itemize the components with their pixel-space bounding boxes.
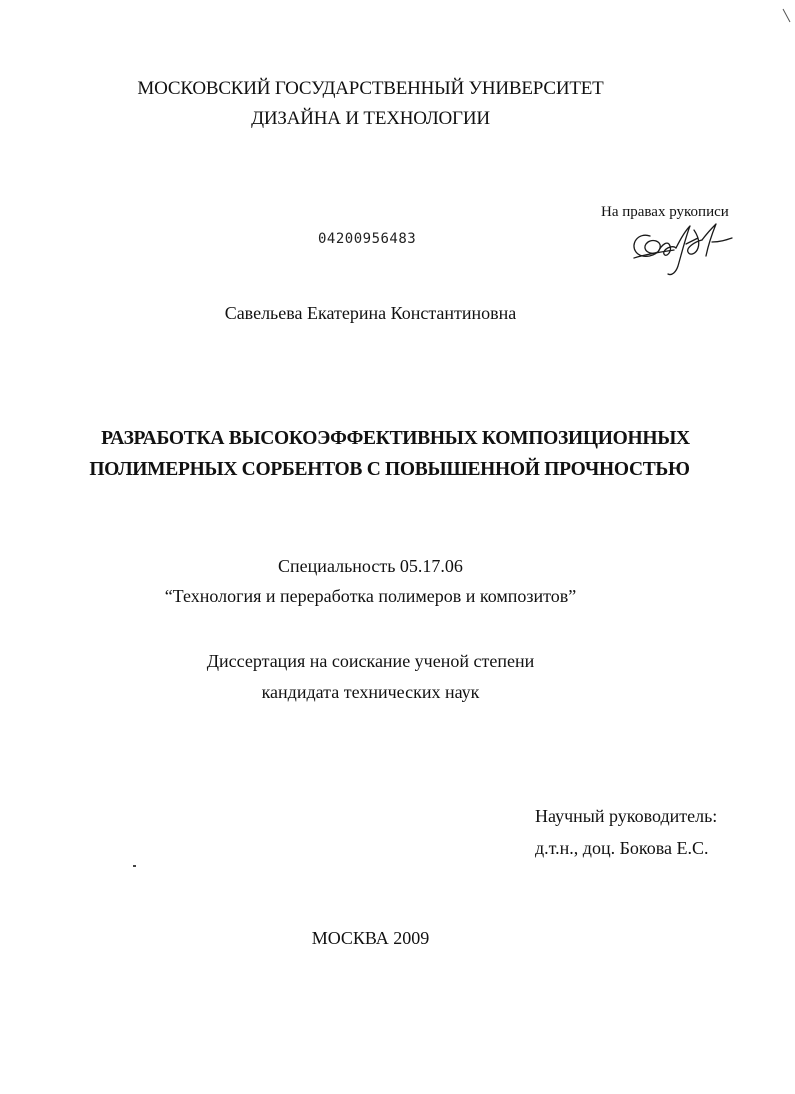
- scan-dot-artifact: [133, 865, 136, 867]
- catalog-number: 04200956483: [318, 231, 417, 247]
- dissertation-title-line1: РАЗРАБОТКА ВЫСОКОЭФФЕКТИВНЫХ КОМПОЗИЦИОННЫХ: [101, 428, 690, 449]
- city-year: МОСКВА 2009: [311, 928, 430, 948]
- university-name-line1: МОСКОВСКИЙ ГОСУДАРСТВЕННЫЙ УНИВЕРСИТЕТ: [137, 78, 604, 99]
- author-name: Савельева Екатерина Константиновна: [224, 303, 517, 323]
- supervisor-label: Научный руководитель:: [535, 806, 718, 826]
- supervisor-name: д.т.н., доц. Бокова Е.С.: [535, 838, 709, 858]
- handwritten-signature-icon: [628, 222, 734, 282]
- degree-statement-line2: кандидата технических наук: [261, 682, 480, 702]
- dissertation-title-line2: ПОЛИМЕРНЫХ СОРБЕНТОВ С ПОВЫШЕННОЙ ПРОЧНОСТЬЮ: [89, 459, 690, 480]
- specialty-code: Специальность 05.17.06: [278, 556, 463, 576]
- manuscript-note: На правах рукописи: [601, 204, 729, 220]
- specialty-name: “Технология и переработка полимеров и композитов”: [164, 586, 577, 606]
- degree-statement-line1: Диссертация на соискание ученой степени: [206, 651, 535, 671]
- scan-artifact-icon: [782, 8, 792, 24]
- university-name-line2: ДИЗАЙНА И ТЕХНОЛОГИИ: [251, 108, 490, 129]
